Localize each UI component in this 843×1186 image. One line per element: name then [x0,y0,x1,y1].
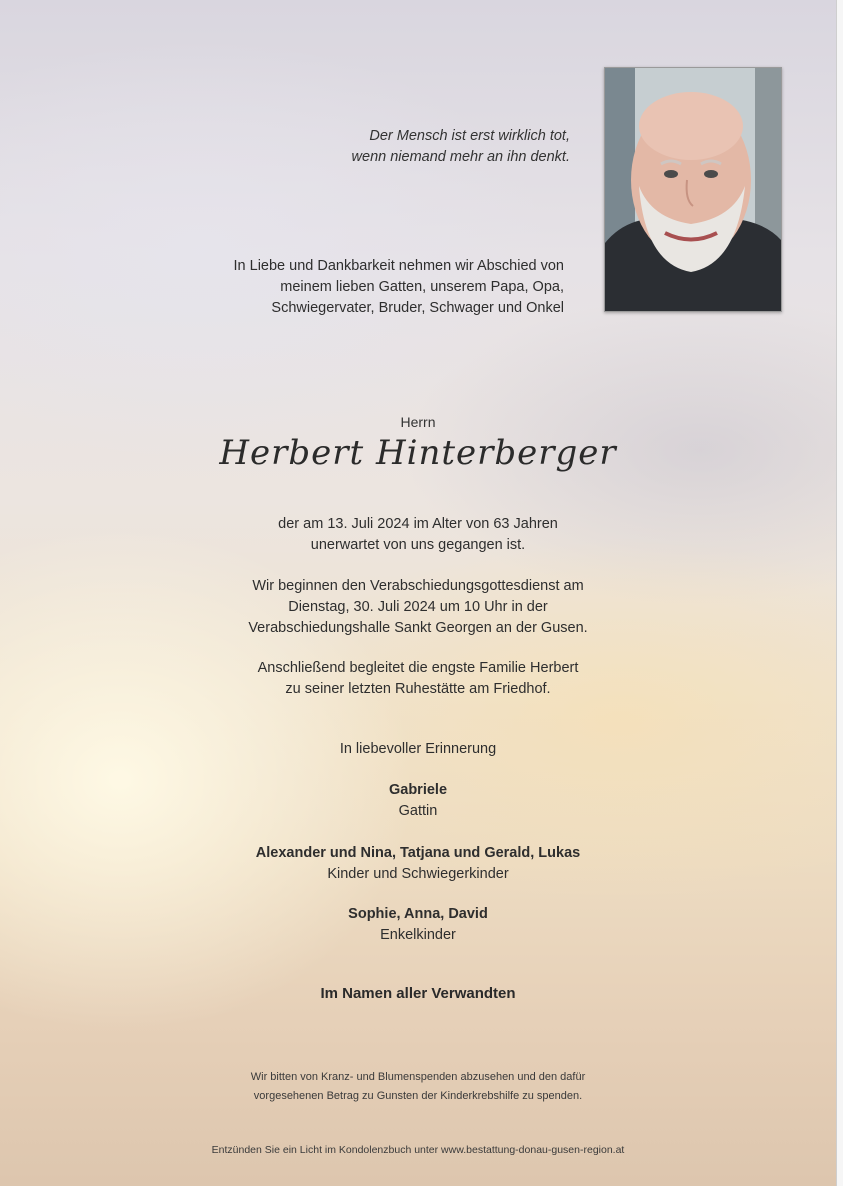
page-edge [836,0,843,1186]
relatives-signature: Im Namen aller Verwandten [320,985,516,1002]
farewell-intro [234,256,564,319]
quote-line-2: wenn niemand mehr an ihn denkt. [351,149,570,165]
service-line-2: Dienstag, 30. Juli 2024 um 10 Uhr in der [288,599,548,615]
donation-note [0,1068,836,1106]
service-info [0,576,836,639]
death-notice-line-2: unerwartet von uns gegangen ist. [310,537,526,553]
intro-line-1: In Liebe und Dankbarkeit nehmen wir Abschied von [233,258,564,274]
mourner-names: Sophie, Anna, David [348,906,488,922]
intro-line-3: Schwiegervater, Bruder, Schwager und Onkel [271,300,564,316]
condolence-footer: Entzünden Sie ein Licht im Kondolenzbuch unter www.bestattung-donau-gusen-region.at [211,1144,625,1156]
donation-line-2: vorgesehenen Betrag zu Gunsten der Kinderkrebshilfe zu spenden. [253,1090,583,1102]
deceased-prefix: Herrn [400,414,436,430]
mourner-names: Alexander und Nina, Tatjana und Gerald, Lukas [255,845,581,861]
mourner-relation: Gattin [398,803,438,819]
burial-line-2: zu seiner letzten Ruhestätte am Friedhof. [285,681,551,697]
mourner-group [0,904,836,946]
deceased-name: Herbert Hinterberger [219,433,617,473]
mourner-group [0,843,836,885]
service-line-3: Verabschiedungshalle Sankt Georgen an der Gusen. [248,620,588,636]
mourner-names: Gabriele [388,782,448,798]
memorial-quote [352,126,570,168]
death-notice [0,514,836,556]
intro-line-2: meinem lieben Gatten, unserem Papa, Opa, [280,279,564,295]
quote-line-1: Der Mensch ist erst wirklich tot, [369,128,570,144]
service-line-1: Wir beginnen den Verabschiedungsgottesdienst am [252,578,584,594]
burial-line-1: Anschließend begleitet die engste Familie Herbert [257,660,579,676]
mourner-group [0,780,836,822]
mourner-relation: Enkelkinder [380,927,456,943]
portrait-photo [604,67,782,312]
donation-line-1: Wir bitten von Kranz- und Blumenspenden abzusehen und den dafür [250,1071,586,1083]
burial-info [0,658,836,700]
death-notice-line-1: der am 13. Juli 2024 im Alter von 63 Jahren [278,516,558,532]
memory-heading: In liebevoller Erinnerung [339,741,497,757]
mourner-relation: Kinder und Schwiegerkinder [327,866,509,882]
